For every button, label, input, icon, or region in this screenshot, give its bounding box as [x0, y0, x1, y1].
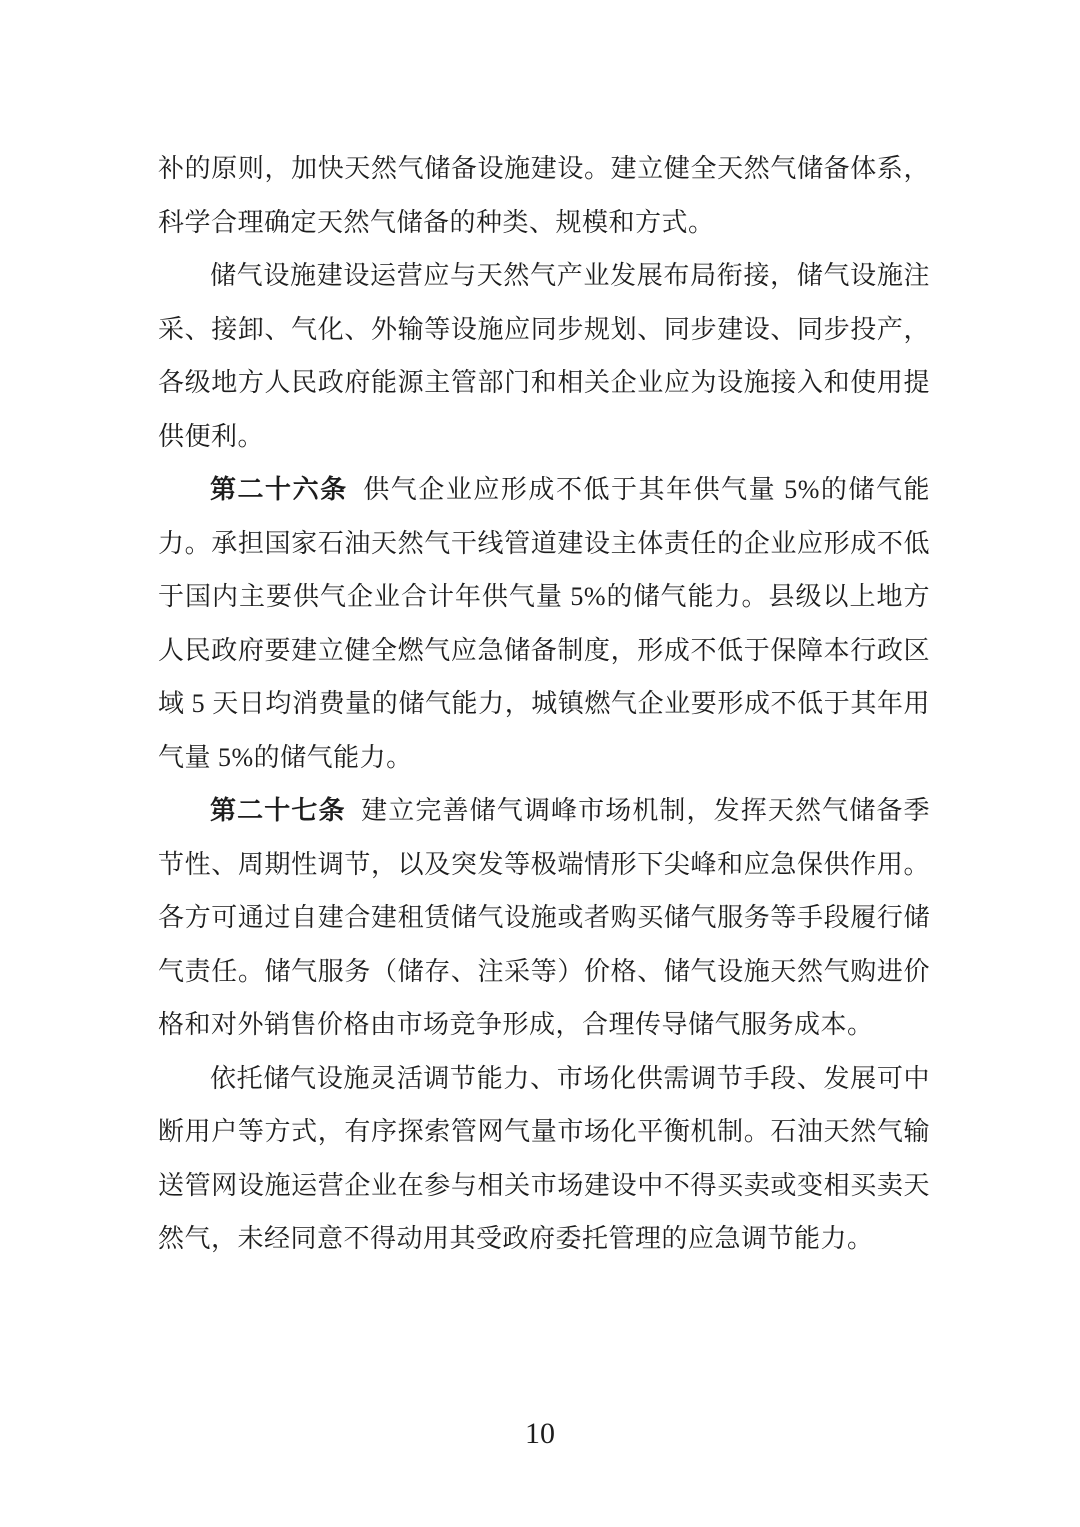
paragraph-text: 依托储气设施灵活调节能力、市场化供需调节手段、发展可中断用户等方式，有序探索管网气量市场化平衡机制。石油天然气输送管网设施运营企业在参与相关市场建设中不得买卖或变相买卖天然气，未经同意不得动用其受政府委托管理的应急调节能力。 — [158, 1063, 930, 1253]
paragraph-text: 储气设施建设运营应与天然气产业发展布局衔接，储气设施注采、接卸、气化、外输等设施应同步规划、同步建设、同步投产，各级地方人民政府能源主管部门和相关企业应为设施接入和使用提供便利。 — [158, 261, 930, 451]
paragraph-article-27 — [158, 784, 930, 1052]
paragraph-text: 供气企业应形成不低于其年供气量 5%的储气能力。承担国家石油天然气干线管道建设主体责任的企业应形成不低于国内主要供气企业合计年供气量 5%的储气能力。县级以上地方人民政府要建立健全燃气应急储备制度，形成不低于保障本行政区域 5 天日均消费量的储气能力，城镇燃气企业要形成不低于其年用气量 5%的储气能力。 — [158, 475, 930, 772]
paragraph-continuation — [158, 142, 930, 249]
article-number-label: 第二十七条 — [210, 796, 346, 825]
document-body — [158, 142, 930, 1266]
article-number-label: 第二十六条 — [210, 475, 348, 504]
paragraph — [158, 1052, 930, 1266]
paragraph — [158, 249, 930, 463]
paragraph-article-26 — [158, 463, 930, 784]
paragraph-text: 建立完善储气调峰市场机制，发挥天然气储备季节性、周期性调节，以及突发等极端情形下尖峰和应急保供作用。各方可通过自建合建租赁储气设施或者购买储气服务等手段履行储气责任。储气服务（储存、注采等）价格、储气设施天然气购进价格和对外销售价格由市场竞争形成，合理传导储气服务成本。 — [158, 796, 930, 1039]
page-number: 10 — [525, 1417, 555, 1450]
paragraph-text: 补的原则，加快天然气储备设施建设。建立健全天然气储备体系，科学合理确定天然气储备的种类、规模和方式。 — [158, 154, 930, 237]
